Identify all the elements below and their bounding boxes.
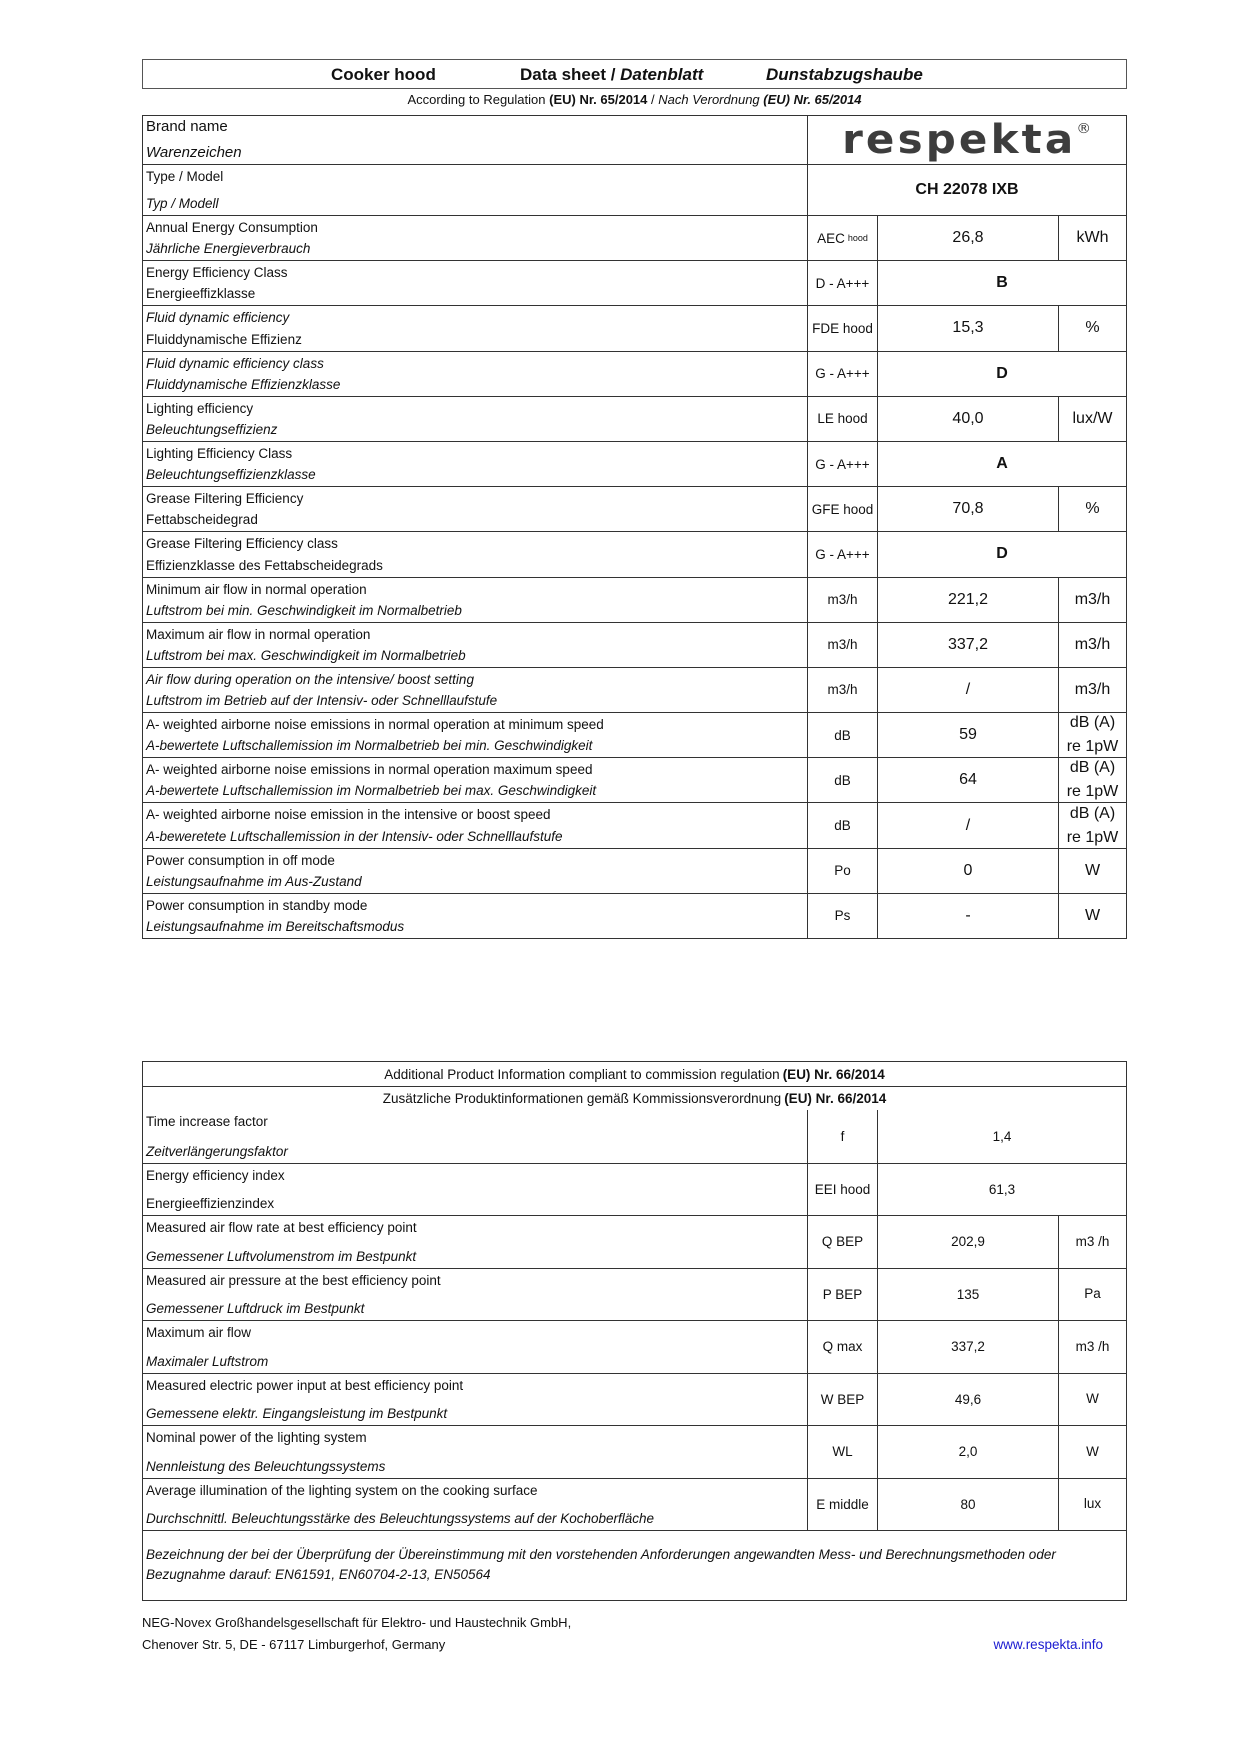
title-data-sheet-de: Datenblatt [620, 65, 704, 84]
row-label-de: Fluiddynamische Effizienz [146, 331, 302, 347]
footer-address: Chenover Str. 5, DE - 67117 Limburgerhof, Germany [142, 1637, 446, 1652]
row-label-en: Measured air flow rate at best efficiency point [146, 1220, 417, 1235]
row-label-en: Minimum air flow in normal operation [146, 581, 367, 597]
row-symbol [808, 623, 878, 667]
row-label-cell [143, 849, 808, 893]
row-label-en: Annual Energy Consumption [146, 220, 318, 235]
brand-label-de: Warenzeichen [146, 144, 242, 161]
row-label-cell [143, 1269, 808, 1321]
table-row [143, 712, 1126, 757]
row-value: - [878, 894, 1059, 938]
row-symbol [808, 713, 878, 757]
table-row [143, 757, 1126, 802]
row-symbol-text: G - A+++ [815, 366, 870, 382]
header-en-regulation: (EU) Nr. 66/2014 [782, 1066, 885, 1082]
table-row [143, 802, 1126, 847]
row-label-de: Gemessener Luftvolumenstrom im Bestpunkt [146, 1248, 417, 1264]
row-unit: m3 /h [1075, 1338, 1110, 1354]
row-symbol [808, 261, 878, 305]
row-unit [1059, 623, 1126, 667]
regulation-line [142, 92, 1127, 107]
row-label-cell [143, 1216, 808, 1268]
row-unit: Pa [1084, 1286, 1101, 1302]
row-label-en: Fluid dynamic efficiency class [146, 355, 324, 371]
row-label-en: Grease Filtering Efficiency [146, 491, 304, 507]
title-data-sheet-en: Data sheet / [520, 65, 621, 84]
row-label-de: A-bewertete Luftschallemission im Normalbetrieb bei max. Geschwindigkeit [146, 783, 597, 799]
row-value: 64 [878, 758, 1059, 802]
row-symbol [808, 397, 878, 441]
row-label-en: Energy efficiency index [146, 1167, 285, 1183]
row-label-en: Nominal power of the lighting system [146, 1430, 367, 1445]
row-value: 26,8 [878, 216, 1059, 260]
row-class-value: D [996, 545, 1008, 563]
row-symbol [808, 894, 878, 938]
row-label-en: A- weighted airborne noise emissions in normal operation maximum speed [146, 762, 593, 778]
brand-label-cell [143, 116, 808, 164]
row-class-value: D [996, 364, 1008, 382]
row-unit [1059, 713, 1126, 757]
row-unit: m3 /h [1075, 1233, 1110, 1249]
row-symbol: E middle [808, 1479, 878, 1531]
model-label-en: Type / Model [146, 169, 224, 184]
row-value: 15,3 [878, 306, 1059, 350]
row-label-de: Gemessener Luftdruck im Bestpunkt [146, 1301, 365, 1316]
row-value: 1,4 [992, 1128, 1012, 1144]
row-symbol [808, 803, 878, 847]
row-label-cell [143, 397, 808, 441]
row-unit-reference: re 1pW [1066, 738, 1119, 756]
additional-info-table [142, 1061, 1127, 1601]
row-label-cell [143, 1164, 808, 1216]
row-symbol-text: FDE hood [812, 320, 873, 336]
row-value: 61,3 [988, 1181, 1016, 1197]
row-label-cell [143, 216, 808, 260]
row-symbol-text: dB [834, 772, 851, 788]
row-label-cell [143, 1110, 808, 1163]
table-row [143, 1110, 1126, 1163]
row-label-de: Luftstrom bei min. Geschwindigkeit im Normalbetrieb [146, 602, 462, 618]
row-value: 337,2 [878, 1321, 1059, 1373]
note-line-1: Bezeichnung der bei der Überprüfung der Übereinstimmung mit den vorstehenden Anforderungen angewandten Mess- und Berechnungsmethoden oder [146, 1547, 1056, 1562]
row-label-en: Fluid dynamic efficiency [146, 310, 290, 326]
row-label-de: A-bewertete Luftschallemission im Normalbetrieb bei min. Geschwindigkeit [146, 738, 593, 754]
table-row [143, 667, 1126, 712]
row-unit-text: m3/h [1074, 590, 1111, 608]
row-symbol [808, 352, 878, 396]
table-row [143, 893, 1126, 938]
row-symbol-text: D - A+++ [815, 275, 870, 291]
energy-data-table [142, 115, 1127, 939]
row-label-en: Power consumption in standby mode [146, 897, 368, 913]
row-label-de: Beleuchtungseffizienz [146, 421, 278, 437]
row-label-cell [143, 352, 808, 396]
table-row [143, 1373, 1126, 1426]
website-link[interactable]: www.respekta.info [993, 1637, 1103, 1652]
row-symbol-text: m3/h [827, 592, 858, 608]
row-unit-text: kWh [1076, 229, 1109, 247]
row-label-de: Energieeffizklasse [146, 286, 256, 302]
row-symbol: Q BEP [808, 1216, 878, 1268]
table-row [143, 531, 1126, 576]
row-label-cell [143, 1426, 808, 1478]
row-symbol [808, 487, 878, 531]
row-unit [1059, 668, 1126, 712]
row-label-en: Measured air pressure at the best efficiency point [146, 1272, 441, 1288]
brand-logo [808, 116, 1126, 164]
row-class-value: A [996, 455, 1008, 473]
row-value: / [878, 803, 1059, 847]
row-symbol [808, 758, 878, 802]
row-symbol [808, 306, 878, 350]
row-symbol [808, 849, 878, 893]
row-label-cell [143, 1374, 808, 1426]
row-unit: W [1086, 1443, 1099, 1459]
row-label-en: Air flow during operation on the intensive/ boost setting [146, 671, 474, 687]
brand-label-en: Brand name [146, 118, 228, 135]
row-label-cell [143, 487, 808, 531]
row-unit [1059, 803, 1126, 847]
row-value: 40,0 [878, 397, 1059, 441]
row-label-cell [143, 758, 808, 802]
header-en-text: Additional Product Information compliant to commission regulation [384, 1066, 780, 1082]
title-cooker-hood: Cooker hood [331, 65, 436, 84]
row-unit-text: dB (A) [1069, 804, 1116, 822]
row-unit [1059, 487, 1126, 531]
table-row [143, 1163, 1126, 1216]
row-symbol: W BEP [808, 1374, 878, 1426]
row-unit: lux [1083, 1496, 1102, 1512]
title-data-sheet [520, 65, 703, 85]
row-value: 59 [878, 713, 1059, 757]
regulation-separator: / [647, 92, 659, 107]
row-label-cell [143, 713, 808, 757]
header-de-regulation: (EU) Nr. 66/2014 [784, 1091, 887, 1106]
additional-info-header-de [143, 1086, 1126, 1110]
row-unit [1059, 758, 1126, 802]
measurement-methods-note [143, 1530, 1126, 1600]
row-label-cell [143, 578, 808, 622]
row-value: 202,9 [878, 1216, 1059, 1268]
row-unit [1059, 894, 1126, 938]
row-value: 70,8 [878, 487, 1059, 531]
table-row [143, 486, 1126, 531]
row-symbol-text: GFE hood [811, 501, 874, 517]
row-unit [1059, 306, 1126, 350]
row-unit [1059, 578, 1126, 622]
row-label-de: Nennleistung des Beleuchtungssystems [146, 1458, 386, 1474]
row-unit-text: % [1085, 319, 1100, 337]
table-row [143, 215, 1126, 260]
model-row [143, 164, 1126, 215]
row-unit-text: lux/W [1072, 409, 1113, 427]
row-label-de: Durchschnittl. Beleuchtungsstärke des Beleuchtungssystems auf der Kochoberfläche [146, 1511, 655, 1526]
row-symbol-text: dB [834, 727, 851, 743]
row-symbol-text: G - A+++ [815, 456, 870, 472]
row-symbol [808, 668, 878, 712]
row-label-de: Energieeffizienzindex [146, 1196, 275, 1211]
row-unit-text: dB (A) [1069, 714, 1116, 732]
row-symbol-text: Ps [834, 908, 851, 924]
row-label-en: Lighting efficiency [146, 400, 254, 416]
row-symbol [808, 216, 878, 260]
row-label-en: Lighting Efficiency Class [146, 445, 293, 461]
row-label-en: Time increase factor [146, 1114, 268, 1129]
additional-info-header-en [143, 1062, 1126, 1086]
table-row [143, 577, 1126, 622]
row-label-de: Maximaler Luftstrom [146, 1353, 269, 1369]
row-label-de: Fettabscheidegrad [146, 512, 258, 528]
table-row [143, 622, 1126, 667]
row-value: 49,6 [878, 1374, 1059, 1426]
row-symbol-text: AEC [817, 230, 845, 246]
note-line-2: Bezugnahme darauf: EN61591, EN60704-2-13, EN50564 [146, 1567, 491, 1582]
title-bar [142, 59, 1127, 89]
row-label-en: Power consumption in off mode [146, 852, 335, 868]
row-label-en: Maximum air flow in normal operation [146, 626, 371, 642]
row-label-de: Fluiddynamische Effizienzklasse [146, 376, 341, 392]
row-symbol [808, 578, 878, 622]
row-unit-text: dB (A) [1069, 759, 1116, 777]
table-row [143, 848, 1126, 893]
row-label-de: Effizienzklasse des Fettabscheidegrads [146, 557, 383, 573]
row-symbol [808, 532, 878, 576]
row-label-cell [143, 623, 808, 667]
regulation-text: According to Regulation [407, 92, 550, 107]
row-unit-text: % [1085, 500, 1100, 518]
row-value: 337,2 [878, 623, 1059, 667]
row-label-cell [143, 306, 808, 350]
row-label-cell [143, 668, 808, 712]
row-label-de: Gemessene elektr. Eingangsleistung im Bestpunkt [146, 1406, 448, 1421]
row-symbol-text: m3/h [827, 682, 858, 698]
row-value: 135 [878, 1269, 1059, 1321]
table-row [143, 1425, 1126, 1478]
table-row [143, 396, 1126, 441]
row-label-en: Energy Efficiency Class [146, 265, 288, 281]
row-symbol-text: G - A+++ [815, 546, 870, 562]
table-row [143, 441, 1126, 486]
row-unit-text: m3/h [1074, 680, 1111, 698]
regulation-number: (EU) Nr. 65/2014 [549, 92, 648, 107]
table-row [143, 1320, 1126, 1373]
row-class-value: B [996, 274, 1008, 292]
row-symbol-text: LE hood [817, 411, 868, 427]
row-unit-text: W [1084, 861, 1101, 879]
row-unit: W [1086, 1391, 1099, 1407]
row-value: 80 [878, 1479, 1059, 1531]
row-unit-reference: re 1pW [1066, 783, 1119, 801]
row-label-cell [143, 532, 808, 576]
row-symbol: Q max [808, 1321, 878, 1373]
row-symbol: P BEP [808, 1269, 878, 1321]
row-value: 0 [878, 849, 1059, 893]
model-label-de: Typ / Modell [146, 196, 219, 211]
row-label-de: Leistungsaufnahme im Bereitschaftsmodus [146, 919, 405, 934]
row-label-cell [143, 261, 808, 305]
regulation-number-de: (EU) Nr. 65/2014 [763, 92, 862, 107]
row-symbol-subscript: hood [847, 233, 868, 244]
header-de-text: Zusätzliche Produktinformationen gemäß Kommissionsverordnung [382, 1091, 782, 1106]
row-symbol-text: Po [834, 863, 851, 879]
title-dunstabzugshaube: Dunstabzugshaube [766, 65, 923, 84]
row-unit [1059, 397, 1126, 441]
table-row [143, 1215, 1126, 1268]
row-label-cell [143, 442, 808, 486]
row-label-de: Leistungsaufnahme im Aus-Zustand [146, 873, 362, 889]
table-row [143, 1478, 1126, 1531]
row-unit-reference: re 1pW [1066, 828, 1119, 846]
row-label-en: Average illumination of the lighting system on the cooking surface [146, 1482, 538, 1498]
registered-mark-icon: ® [1076, 121, 1092, 137]
row-symbol [808, 442, 878, 486]
row-unit-text: W [1084, 906, 1101, 924]
table-row [143, 305, 1126, 350]
row-symbol: WL [808, 1426, 878, 1478]
row-label-cell [143, 894, 808, 938]
row-label-cell [143, 1321, 808, 1373]
row-label-en: Measured electric power input at best efficiency point [146, 1377, 464, 1393]
row-label-cell [143, 803, 808, 847]
model-value: CH 22078 IXB [915, 181, 1019, 198]
row-label-en: A- weighted airborne noise emissions in normal operation at minimum speed [146, 717, 604, 733]
row-symbol-text: m3/h [827, 637, 858, 653]
row-unit [1059, 216, 1126, 260]
row-label-de: Zeitverlängerungsfaktor [146, 1143, 288, 1159]
row-label-en: Maximum air flow [146, 1325, 252, 1340]
row-symbol: f [808, 1110, 878, 1163]
row-unit-text: m3/h [1074, 635, 1111, 653]
row-value: 221,2 [878, 578, 1059, 622]
row-label-de: Jährliche Energieverbrauch [146, 241, 311, 257]
model-label-cell [143, 165, 808, 215]
table-row [143, 260, 1126, 305]
footer-company: NEG-Novex Großhandelsgesellschaft für Elektro- und Haustechnik GmbH, [142, 1615, 572, 1630]
regulation-text-de: Nach Verordnung [658, 92, 764, 107]
row-value: / [878, 668, 1059, 712]
brand-logo-text: respekta [842, 117, 1077, 163]
row-label-en: Grease Filtering Efficiency class [146, 536, 338, 552]
row-label-de: Luftstrom bei max. Geschwindigkeit im Normalbetrieb [146, 647, 466, 663]
row-symbol: EEI hood [808, 1164, 878, 1216]
row-label-de: A-beweretete Luftschallemission in der Intensiv- oder Schnelllaufstufe [146, 828, 563, 844]
row-symbol-text: dB [834, 818, 851, 834]
row-label-de: Beleuchtungseffizienzklasse [146, 467, 316, 483]
row-value: 2,0 [878, 1426, 1059, 1478]
row-label-de: Luftstrom im Betrieb auf der Intensiv- oder Schnelllaufstufe [146, 693, 498, 709]
table-row [143, 351, 1126, 396]
row-unit [1059, 849, 1126, 893]
table-row [143, 1268, 1126, 1321]
row-label-en: A- weighted airborne noise emission in the intensive or boost speed [146, 807, 551, 823]
row-label-cell [143, 1479, 808, 1531]
brand-row [143, 116, 1126, 164]
